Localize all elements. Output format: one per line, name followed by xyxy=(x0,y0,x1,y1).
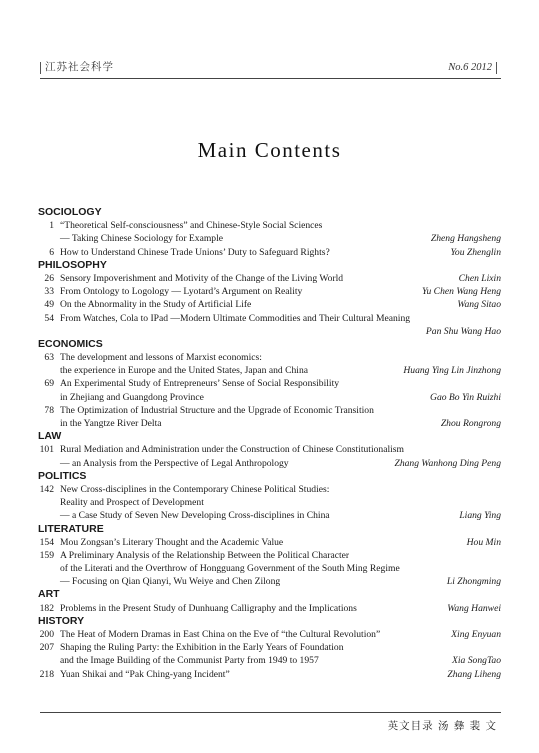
footer-credit: 英文目录 汤 彝 裴 文 xyxy=(387,720,497,732)
journal-name: 江苏社会科学 xyxy=(40,62,114,74)
toc-entry xyxy=(38,602,502,615)
toc-entry xyxy=(38,298,502,311)
toc-entry xyxy=(38,246,502,259)
entry-author: Yu Chen Wang Heng xyxy=(422,286,501,298)
toc-entry xyxy=(38,285,502,298)
toc-entry xyxy=(38,377,502,390)
toc-entry xyxy=(38,549,502,562)
toc-entry xyxy=(38,417,502,430)
toc-entry xyxy=(38,562,502,575)
toc-entry xyxy=(38,232,502,245)
entry-author: Liang Ying xyxy=(459,510,501,522)
toc-entry xyxy=(38,404,502,417)
entry-title: — a Case Study of Seven New Developing Cross-disciplines in China xyxy=(60,510,330,522)
entry-title: From Watches, Cola to IPad —Modern Ultimate Commodities and Their Cultural Meaning xyxy=(60,312,411,324)
section-heading: LITERATURE xyxy=(38,522,104,535)
toc-entry xyxy=(38,496,502,509)
entry-title: — an Analysis from the Perspective of Legal Anthropology xyxy=(60,457,289,469)
toc-entry xyxy=(38,351,502,364)
entry-author: Huang Ying Lin Jinzhong xyxy=(403,365,501,377)
entry-author: Li Zhongming xyxy=(446,576,501,588)
toc-entry xyxy=(38,457,502,470)
entry-title: From Ontology to Logology — Lyotard’s Argument on Reality xyxy=(60,286,303,298)
entry-title: How to Understand Chinese Trade Unions’ Duty to Safeguard Rights? xyxy=(60,246,330,258)
page-number: 69 xyxy=(44,378,54,390)
toc-entry xyxy=(38,536,502,549)
entry-author: Pan Shu Wang Hao xyxy=(425,325,501,337)
section-heading: SOCIOLOGY xyxy=(38,206,102,218)
entry-title: “Theoretical Self-consciousness” and Chinese-Style Social Sciences xyxy=(60,220,323,232)
entry-author: Zhou Rongrong xyxy=(440,418,501,429)
section-heading: LAW xyxy=(38,430,62,443)
section-heading: PHILOSOPHY xyxy=(38,258,107,271)
entry-title: Shaping the Ruling Party: the Exhibition in the Early Years of Foundation xyxy=(60,642,344,654)
page-number: 33 xyxy=(44,286,54,298)
entry-title: The development and lessons of Marxist economics: xyxy=(60,352,262,364)
table-of-contents xyxy=(38,206,502,681)
page-number: 63 xyxy=(44,352,54,364)
page-number: 154 xyxy=(39,536,54,548)
page-number: 159 xyxy=(39,549,54,561)
page-number: 182 xyxy=(39,602,54,614)
toc-entry xyxy=(38,628,502,641)
page-number: 218 xyxy=(39,668,54,680)
footer-rule xyxy=(40,712,501,713)
entry-title: The Heat of Modern Dramas in East China on the Eve of “the Cultural Revolution” xyxy=(60,629,381,640)
toc-entry xyxy=(38,668,502,681)
entry-title: Sensory Impoverishment and Motivity of the Change of the Living World xyxy=(60,272,344,284)
toc-entry xyxy=(38,325,502,338)
entry-title: An Experimental Study of Entrepreneurs’ Sense of Social Responsibility xyxy=(60,378,340,390)
entry-title: New Cross-disciplines in the Contemporary Chinese Political Studies: xyxy=(60,483,330,495)
page-number: 101 xyxy=(39,444,54,456)
toc-entry xyxy=(38,641,502,654)
toc-entry xyxy=(38,364,502,377)
entry-title: Rural Mediation and Administration under the Construction of Chinese Constitutionalism xyxy=(60,444,405,456)
page-number: 54 xyxy=(44,312,54,324)
toc-entry xyxy=(38,391,502,404)
entry-author: Wang Sitao xyxy=(457,299,501,311)
entry-title: On the Abnormality in the Study of Artificial Life xyxy=(60,299,252,311)
section-heading: POLITICS xyxy=(38,469,87,482)
page-number: 26 xyxy=(44,272,54,284)
toc-entry xyxy=(38,575,502,588)
entry-author: Xia SongTao xyxy=(452,655,501,667)
page-number: 1 xyxy=(49,220,54,232)
page-number: 207 xyxy=(39,642,54,654)
page-number: 200 xyxy=(39,629,54,640)
entry-title: Yuan Shikai and “Pak Ching-yang Incident” xyxy=(60,668,230,680)
toc-entry xyxy=(38,272,502,285)
entry-author: Chen Lixin xyxy=(458,272,501,284)
section-heading: HISTORY xyxy=(38,614,85,627)
entry-title: of the Literati and the Overthrow of Hongguang Government of the South Ming Regime xyxy=(60,563,400,575)
entry-author: Zhang Wanhong Ding Peng xyxy=(394,457,501,469)
toc-entry xyxy=(38,509,502,522)
toc-entry xyxy=(38,219,502,232)
entry-author: Hou Min xyxy=(466,536,501,548)
entry-title: Problems in the Present Study of Dunhuang Calligraphy and the Implications xyxy=(60,602,357,614)
section-heading: ECONOMICS xyxy=(38,337,103,350)
toc-entry xyxy=(38,483,502,496)
entry-title: A Preliminary Analysis of the Relationship Between the Political Character xyxy=(60,549,350,561)
entry-title: — Focusing on Qian Qianyi, Wu Weiye and Chen Zilong xyxy=(60,576,281,588)
entry-title: Reality and Prospect of Development xyxy=(60,497,204,509)
page-number: 78 xyxy=(44,404,54,416)
entry-author: Wang Hanwei xyxy=(447,602,501,614)
section-heading: ART xyxy=(38,588,60,601)
entry-title: The Optimization of Industrial Structure and the Upgrade of Economic Transition xyxy=(60,404,374,416)
entry-author: Zheng Hangsheng xyxy=(430,233,501,245)
entry-author: Xing Enyuan xyxy=(451,629,501,640)
issue-number: No.6 2012 xyxy=(448,62,497,74)
page-number: 49 xyxy=(44,299,54,311)
page-number: 142 xyxy=(39,483,54,495)
page-number: 6 xyxy=(49,246,54,258)
toc-entry xyxy=(38,654,502,667)
entry-author: You Zhenglin xyxy=(450,246,501,258)
entry-title: in the Yangtze River Delta xyxy=(60,418,162,429)
entry-title: Mou Zongsan’s Literary Thought and the Academic Value xyxy=(60,536,284,548)
page-title: Main Contents xyxy=(197,138,342,162)
entry-author: Gao Bo Yin Ruizhi xyxy=(430,391,501,403)
toc-entry xyxy=(38,443,502,456)
header-rule xyxy=(40,78,501,79)
entry-title: — Taking Chinese Sociology for Example xyxy=(60,233,224,245)
entry-title: and the Image Building of the Communist Party from 1949 to 1957 xyxy=(60,655,319,667)
entry-author: Zhang Liheng xyxy=(447,668,501,680)
entry-title: in Zhejiang and Guangdong Province xyxy=(60,391,204,403)
toc-entry xyxy=(38,312,502,325)
entry-title: the experience in Europe and the United States, Japan and China xyxy=(60,365,309,377)
